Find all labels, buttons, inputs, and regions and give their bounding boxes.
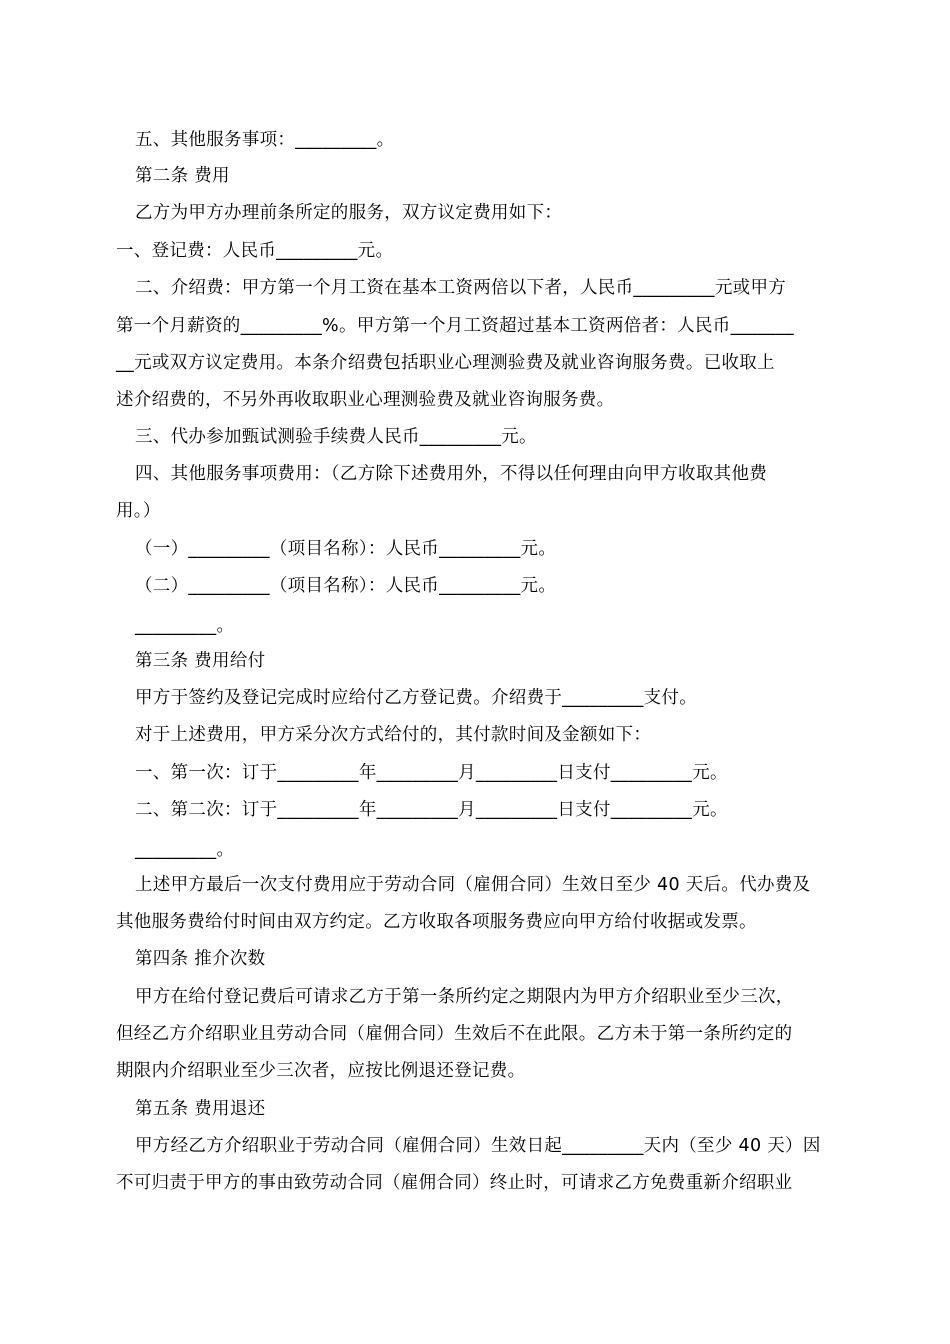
paragraph-line: 三、代办参加甄试测验手续费人民币_________元。 [135,427,537,447]
paragraph-line: 一、登记费：人民币_________元。 [116,241,394,261]
paragraph-line: 其他服务费给付时间由双方约定。乙方收取各项服务费应向甲方给付收据或发票。 [116,912,757,932]
paragraph-line: 一、第一次：订于_________年_________月_________日支付_________元。 [135,763,728,783]
paragraph-line: _________。 [135,840,235,860]
paragraph-line: 对于上述费用，甲方采分次方式给付的，其付款时间及金额如下： [135,725,652,745]
paragraph-line: 乙方为甲方办理前条所定的服务，双方议定费用如下： [135,203,563,223]
section-heading: 第二条 费用 [135,166,230,186]
section-heading: 第三条 费用给付 [135,651,266,671]
paragraph-line: 用。） [116,501,161,521]
paragraph-line: 四、其他服务事项费用：（乙方除下述费用外，不得以任何理由向甲方收取其他费 [135,464,768,484]
paragraph-line: 甲方在给付登记费后可请求乙方于第一条所约定之期限内为甲方介绍职业至少三次， [135,987,794,1007]
paragraph-line: _________。 [135,616,235,636]
paragraph-line: 不可归责于甲方的事由致劳动合同（雇佣合同）终止时，可请求乙方免费重新介绍职业 [116,1173,793,1193]
paragraph-line: （一）_________（项目名称）：人民币_________元。 [135,539,557,559]
paragraph-line: 期限内介绍职业至少三次者，应按比例退还登记费。 [116,1061,526,1081]
paragraph-line: 二、第二次：订于_________年_________月_________日支付_________元。 [135,800,728,820]
paragraph-line: 上述甲方最后一次支付费用应于劳动合同（雇佣合同）生效日至少 40 天后。代办费及 [135,875,811,895]
paragraph-line: 甲方经乙方介绍职业于劳动合同（雇佣合同）生效日起_________天内（至少 40 天）因 [135,1136,821,1156]
paragraph-line: （二）_________（项目名称）：人民币_________元。 [135,576,557,596]
paragraph-line: 二、介绍费：甲方第一个月工资在基本工资两倍以下者，人民币_________元或甲方 [135,278,787,298]
paragraph-line: __元或双方议定费用。本条介绍费包括职业心理测验费及就业咨询服务费。已收取上 [116,353,775,373]
paragraph-line: 述介绍费的，不另外再收取职业心理测验费及就业咨询服务费。 [116,390,615,410]
paragraph-line: 但经乙方介绍职业且劳动合同（雇佣合同）生效后不在此限。乙方未于第一条所约定的 [116,1024,793,1044]
section-heading: 第五条 费用退还 [135,1099,266,1119]
section-heading: 第四条 推介次数 [135,949,266,969]
paragraph-line: 五、其他服务事项：_________。 [135,130,395,150]
paragraph-line: 第一个月薪资的_________%。甲方第一个月工资超过基本工资两倍者：人民币_______ [116,316,794,336]
paragraph-line: 甲方于签约及登记完成时应给付乙方登记费。介绍费于_________支付。 [135,688,698,708]
